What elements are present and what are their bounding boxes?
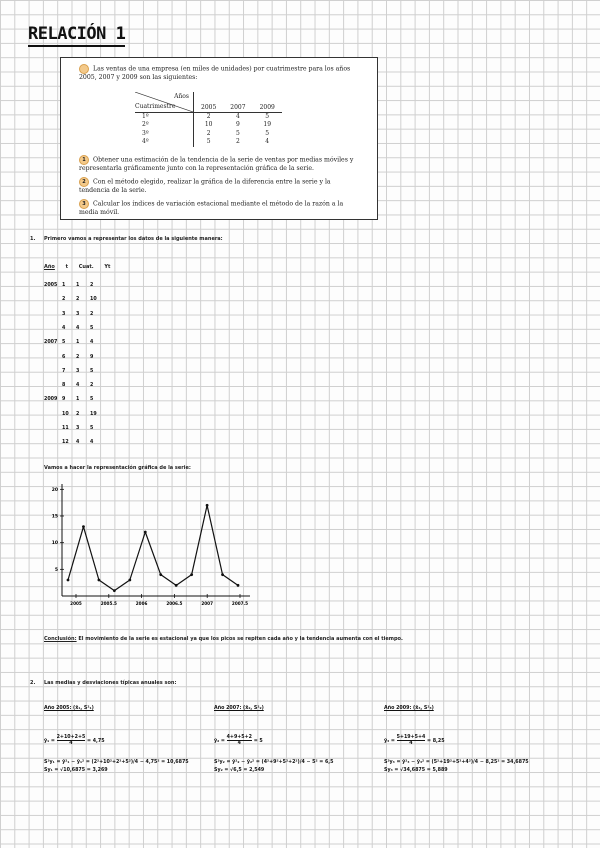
value-cell: 5 <box>90 397 94 403</box>
quarter-cell: 1 <box>76 340 80 346</box>
variance-formula: S²y₃ = ȳ²₃ − ȳ₃² = (5²+19²+5²+4²)/4 − 8,25² = 34,6875 <box>384 760 529 765</box>
std-dev-formula: Sy₃ = √34,6875 = 5,889 <box>384 768 448 773</box>
x-tick-label: 2006 <box>135 601 148 606</box>
block-heading: Año 2009: (x̄₃, S²₃) <box>384 706 434 711</box>
mean-fraction <box>397 735 426 746</box>
table-cell: 5 <box>265 113 270 120</box>
value-cell: 2 <box>90 383 94 389</box>
t-cell: 6 <box>62 354 66 360</box>
column-header: Año <box>44 264 55 270</box>
value-cell: 9 <box>90 354 94 360</box>
data-point <box>82 525 85 528</box>
data-table-header <box>44 264 119 270</box>
sales-table <box>135 92 282 147</box>
stats-block-2009 <box>384 706 556 773</box>
y-tick-label: 15 <box>51 514 58 520</box>
row-label: 2º <box>135 121 194 129</box>
question-text: Obtener una estimación de la tendencia de la serie de ventas por medias móviles y representarla gráficamente junto con la representación gráfica de la serie. <box>79 156 354 172</box>
block-heading: Año 2007: (x̄₂, S²₂) <box>214 706 264 711</box>
quarter-cell: 1 <box>76 397 80 403</box>
column-header: Cuat. <box>78 264 94 270</box>
year-header: 2007 <box>223 92 252 113</box>
numerator: 5+19+5+4 <box>396 735 426 740</box>
conclusion-text: El movimiento de la serie es estacional ya que los picos se repiten cada año y la tendencia aumenta con el tiempo. <box>78 636 403 642</box>
year-cell: 2007 <box>44 340 58 346</box>
problem-intro-text: Las ventas de una empresa (en miles de unidades) por cuatrimestre para los años 2005, 2007 y 2009 son las siguientes: <box>79 65 351 81</box>
table-row <box>135 130 282 138</box>
denominator: 4 <box>69 741 73 746</box>
question-item <box>79 199 359 217</box>
t-cell: 7 <box>62 368 66 374</box>
x-tick-label: 2006.5 <box>166 601 183 606</box>
t-cell: 1 <box>62 283 66 288</box>
t-cell: 3 <box>62 311 66 317</box>
t-cell: 11 <box>62 426 69 431</box>
std-dev-formula: Sy₁ = √10,6875 = 3,269 <box>44 768 108 773</box>
conclusion <box>44 636 403 642</box>
stats-block-2007 <box>214 706 379 773</box>
bullet-icon <box>79 64 89 74</box>
value-cell: 5 <box>90 368 94 374</box>
numerator: 2+10+2+5 <box>56 735 86 740</box>
x-tick-label: 2007.5 <box>231 601 249 606</box>
table-cell: 5 <box>265 129 270 137</box>
quarter-cell: 4 <box>76 383 80 389</box>
data-point <box>144 531 147 534</box>
variance-formula: S²y₁ = ȳ²₁ − ȳ₁² = (2²+10²+2²+5²)/4 − 4,75² = 10,6875 <box>44 760 189 765</box>
table-row <box>135 121 282 129</box>
table-cell: 5 <box>206 138 211 146</box>
t-cell: 8 <box>62 383 66 389</box>
mean-formula <box>44 735 209 746</box>
value-cell: 4 <box>90 340 94 346</box>
column-header: Yt <box>104 264 111 270</box>
data-point <box>175 584 178 587</box>
data-point <box>113 589 116 592</box>
table-cell: 10 <box>204 121 213 129</box>
column-header: t <box>65 264 69 270</box>
question-item <box>79 177 359 195</box>
year-header: 2009 <box>253 92 282 113</box>
quarter-cell: 4 <box>76 440 80 446</box>
value-cell: 10 <box>90 297 97 303</box>
problem-intro <box>79 64 359 82</box>
part2-heading: Las medias y desviaciones típicas anuales son: <box>44 680 177 686</box>
variance-formula: S²y₂ = ȳ²₂ − ȳ₂² = (4²+9²+5²+2²)/4 − 5² = 6,5 <box>214 760 334 765</box>
value-cell: 19 <box>90 411 97 417</box>
denominator: 4 <box>237 741 241 746</box>
stats-block-2005 <box>44 706 209 773</box>
quarter-cell: 3 <box>76 311 80 317</box>
part1-heading: Primero vamos a representar los datos de la siguiente manera: <box>44 236 223 242</box>
x-tick-label: 2007 <box>201 601 214 606</box>
row-label: 3º <box>135 130 194 138</box>
table-cell: 2 <box>206 113 211 120</box>
block-heading: Año 2005: (x̄₁, S²₁) <box>44 706 94 711</box>
quarter-cell: 2 <box>76 411 80 417</box>
table-cell: 4 <box>265 138 270 146</box>
table-cell: 2 <box>236 138 240 146</box>
page-title: RELACIÓN 1 <box>28 24 125 47</box>
part2-marker: 2. <box>30 680 36 686</box>
row-label: 4º <box>135 138 194 146</box>
mean-formula <box>384 735 556 746</box>
table-cell: 4 <box>236 113 240 120</box>
t-cell: 12 <box>62 440 69 446</box>
denominator: 4 <box>409 741 413 746</box>
x-tick-label: 2005.5 <box>100 601 117 606</box>
t-cell: 5 <box>62 340 66 346</box>
y-tick-label: 5 <box>54 567 58 573</box>
numerator: 4+9+5+2 <box>226 735 253 740</box>
row-label: 1º <box>135 113 194 122</box>
chart-heading: Vamos a hacer la representación gráfica de la serie: <box>44 465 191 471</box>
value-cell: 2 <box>90 311 94 317</box>
data-point <box>128 579 131 582</box>
table-cell: 2 <box>206 129 211 137</box>
part1-marker: 1. <box>30 236 36 242</box>
table-cell: 19 <box>263 121 272 129</box>
mean-lhs: ȳ₂ = <box>214 739 225 744</box>
series-line-chart <box>38 478 258 613</box>
problem-statement-box <box>60 57 378 220</box>
year-cell: 2009 <box>44 397 58 403</box>
mean-lhs: ȳ₃ = <box>384 739 395 744</box>
question-text: Calcular los índices de variación estacional mediante el método de la razón a la media móvil. <box>79 200 344 216</box>
mean-formula <box>214 735 379 746</box>
y-tick-label: 10 <box>51 541 58 547</box>
data-point <box>159 573 162 576</box>
conclusion-label: Conclusión: <box>44 636 77 642</box>
value-cell: 2 <box>90 283 94 288</box>
mean-result: = 4,75 <box>87 739 105 744</box>
corner-top-label: Años <box>174 93 189 100</box>
value-cell: 4 <box>90 440 94 446</box>
quarter-cell: 3 <box>76 426 80 431</box>
table-cell: 5 <box>236 129 240 137</box>
question-text: Con el método elegido, realizar la gráfica de la diferencia entre la serie y la tendencia de la serie. <box>79 178 331 194</box>
corner-bottom-label: Cuatrimestre <box>135 102 176 110</box>
t-cell: 9 <box>62 397 66 403</box>
mean-result: = 8,25 <box>427 739 445 744</box>
mean-fraction <box>57 735 86 746</box>
t-cell: 2 <box>62 297 66 303</box>
mean-result: = 5 <box>253 739 263 744</box>
y-tick-label: 20 <box>51 487 58 493</box>
quarter-cell: 3 <box>76 368 80 374</box>
value-cell: 5 <box>90 325 94 331</box>
question-item <box>79 155 359 173</box>
data-point <box>190 573 193 576</box>
series-line <box>68 505 238 590</box>
data-point <box>206 504 209 507</box>
data-point <box>98 579 101 582</box>
x-tick-label: 2005 <box>70 601 82 606</box>
mean-fraction <box>227 735 252 746</box>
data-point <box>237 584 240 587</box>
data-point <box>67 579 70 582</box>
table-row <box>135 138 282 146</box>
table-row <box>135 113 282 122</box>
data-point <box>221 573 224 576</box>
quarter-cell: 4 <box>76 325 80 331</box>
quarter-cell: 2 <box>76 354 80 360</box>
quarter-cell: 2 <box>76 297 80 303</box>
value-cell: 5 <box>90 426 94 431</box>
table-cell: 9 <box>236 121 240 129</box>
t-cell: 10 <box>62 411 69 417</box>
year-cell: 2005 <box>44 283 58 288</box>
year-header: 2005 <box>194 92 224 113</box>
std-dev-formula: Sy₂ = √6,5 = 2,549 <box>214 768 265 773</box>
t-cell: 4 <box>62 325 66 331</box>
quarter-cell: 1 <box>76 283 80 288</box>
mean-lhs: ȳ₁ = <box>44 739 55 744</box>
question-number-badge: 1 <box>79 155 89 165</box>
question-number-badge: 2 <box>79 177 89 187</box>
question-number-badge: 3 <box>79 199 89 209</box>
